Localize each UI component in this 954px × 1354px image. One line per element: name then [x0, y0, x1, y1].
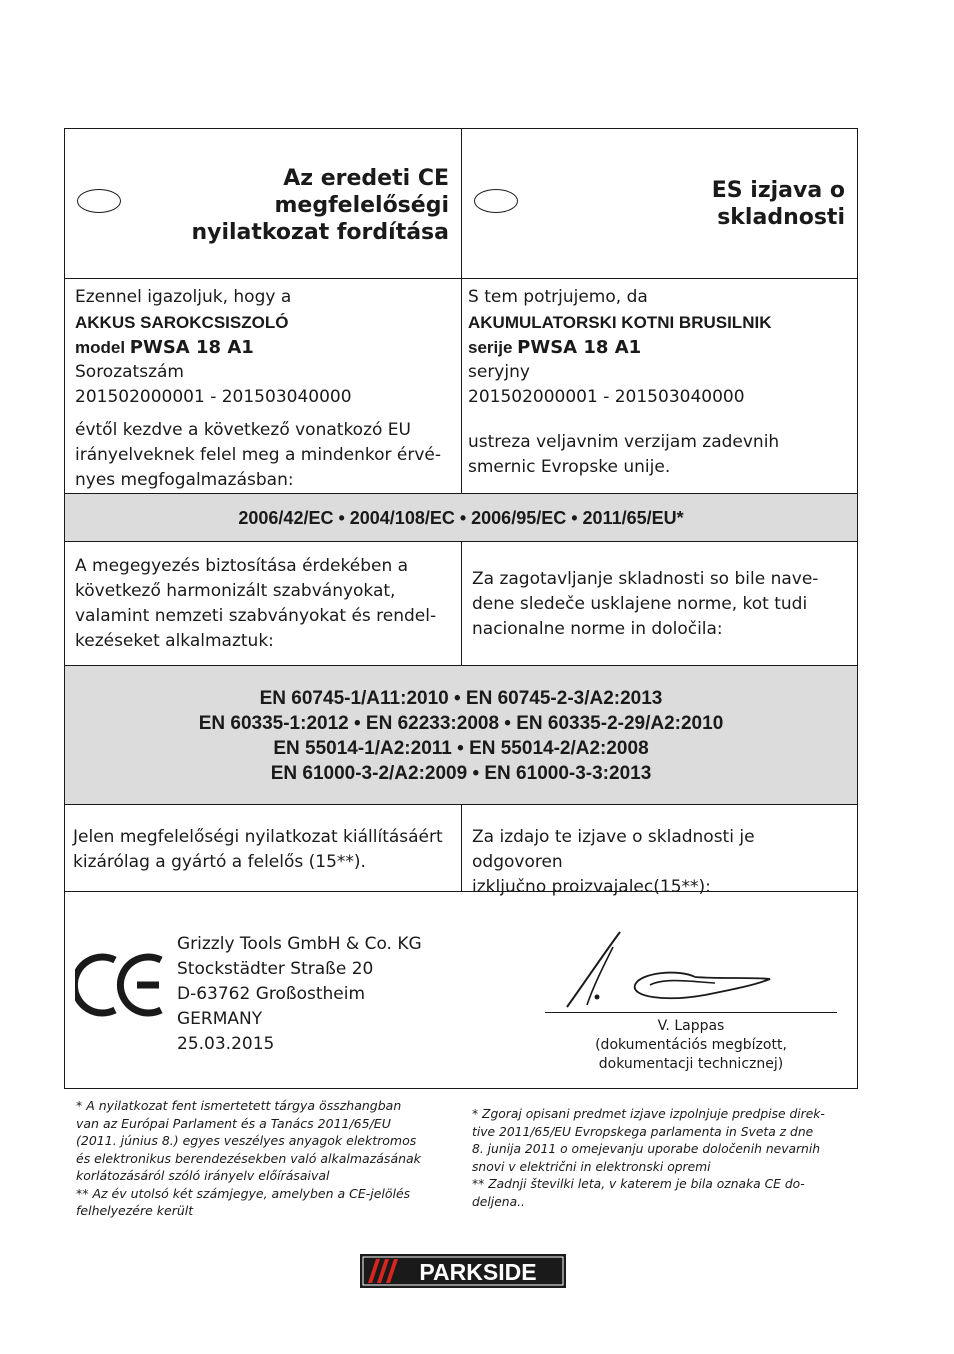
manufacturer-street: Stockstädter Straße 20	[177, 959, 374, 979]
signatory-role: (dokumentációs megbízott,	[595, 1037, 787, 1053]
statement-line: évtől kezdve a következő vonatkozó EU	[75, 420, 411, 440]
footnote-line: (2011. június 8.) egyes veszélyes anyagok elektromos	[76, 1133, 417, 1148]
signatory-name: V. Lappas	[657, 1018, 725, 1034]
responsibility-row	[65, 805, 857, 897]
responsibility-line: izključno proizvajalec(15**):	[472, 877, 711, 897]
statement-line: ustreza veljavnim verzijam zadevnih	[468, 432, 780, 452]
harmonized-line: következő harmonizált szabványokat,	[75, 581, 396, 601]
model-number: PWSA 18 A1	[129, 337, 254, 358]
statement-line: smernic Evropske unije.	[468, 457, 671, 477]
title-hu	[191, 165, 449, 246]
signature-line	[545, 1012, 837, 1013]
manufacturer-address	[177, 932, 422, 1057]
signature-image	[545, 927, 835, 1012]
responsibility-line: kizárólag a gyártó a felelős (15**).	[73, 852, 366, 872]
title-row	[65, 129, 857, 279]
footnote-line: * Zgoraj opisani predmet izjave izpolnjuje predpise direk-	[472, 1107, 825, 1121]
responsibility-line: Za izdajo te izjave o skladnosti je odgovoren	[472, 827, 755, 872]
harmonized-cell-hu	[65, 542, 462, 665]
product-name: AKUMULATORSKI KOTNI BRUSILNIK	[468, 313, 772, 332]
title-sl-line: skladnosti	[717, 205, 845, 230]
responsibility-line: Jelen megfelelőségi nyilatkozat kiállításáért	[73, 827, 443, 847]
title-cell-hu	[65, 129, 462, 278]
footnote-line: snovi v električni in elektronski opremi	[472, 1159, 711, 1174]
directives-list: 2006/42/EC • 2004/108/EC • 2006/95/EC • 2011/65/EU*	[238, 508, 684, 528]
footnote-line: és elektronikus berendezésekben való alkalmazásának	[76, 1150, 421, 1166]
statement-line: nyes megfogalmazásban:	[75, 470, 294, 490]
harmonized-row	[65, 542, 857, 666]
intro-cell-sl	[462, 279, 857, 493]
declaration-table	[64, 128, 858, 1089]
footnote-line: felhelyezére került	[76, 1203, 194, 1218]
standards-list	[65, 686, 857, 786]
model-line	[468, 335, 849, 360]
intro-text-hu	[75, 285, 453, 493]
model-label: model	[75, 338, 126, 357]
brand-name: PARKSIDE	[419, 1259, 537, 1285]
responsibility-text-hu	[73, 825, 453, 875]
manufacturer-row	[65, 892, 857, 1090]
footnote-line: * A nyilatkozat fent ismertetett tárgya összhangban	[76, 1098, 402, 1113]
footnote-line: tive 2011/65/EU Evropskega parlamenta in Sveta z dne	[472, 1124, 814, 1139]
manufacturer-city: D-63762 Großostheim	[177, 984, 366, 1004]
declaration-date: 25.03.2015	[177, 1034, 275, 1054]
harmonized-text-hu	[75, 554, 453, 654]
language-code-oval-sl	[474, 189, 518, 213]
harmonized-line: kezéseket alkalmaztuk:	[75, 631, 274, 651]
responsibility-text-sl	[472, 825, 849, 900]
standard-line: EN 60335-1:2012 • EN 62233:2008 • EN 60335-2-29/A2:2010	[198, 713, 724, 734]
title-cell-sl	[462, 129, 857, 278]
footnote-line: ** Az év utolsó két számjegye, amelyben a CE-jelölés	[76, 1185, 411, 1201]
intro-text-sl	[468, 285, 849, 480]
harmonized-line: dene sledeče usklajene norme, kot tudi	[472, 594, 808, 614]
title-sl-line: ES izjava o	[711, 178, 845, 203]
harmonized-text-sl	[472, 567, 849, 642]
footnote-line: deljena..	[472, 1194, 525, 1209]
standards-row	[65, 666, 857, 805]
signatory-role: dokumentacji technicznej)	[598, 1056, 784, 1072]
standard-line: EN 60745-1/A11:2010 • EN 60745-2-3/A2:2013	[259, 688, 663, 709]
serial-range: 201502000001 - 201503040000	[468, 387, 745, 407]
serial-label: seryjny	[468, 362, 530, 382]
signatory-block	[545, 1017, 837, 1074]
parkside-logo	[360, 1254, 566, 1288]
title-hu-line: nyilatkozat fordítása	[191, 220, 449, 245]
serial-range: 201502000001 - 201503040000	[75, 387, 352, 407]
model-number: PWSA 18 A1	[517, 337, 642, 358]
harmonized-line: A megegyezés biztosítása érdekében a	[75, 556, 409, 576]
footnote-line: 8. junija 2011 o omejevanju uporabe določenih nevarnih	[472, 1142, 821, 1156]
harmonized-line: nacionalne norme in določila:	[472, 619, 723, 639]
footnote-line: korlátozásáról szóló irányelv előírásaival	[76, 1168, 330, 1183]
title-sl	[712, 177, 845, 231]
standard-line: EN 61000-3-2/A2:2009 • EN 61000-3-3:2013	[270, 763, 652, 784]
footnote-sl	[472, 1106, 825, 1211]
title-hu-line: Az eredeti CE	[283, 166, 449, 191]
footnote-hu	[76, 1097, 421, 1220]
responsibility-cell-sl	[462, 805, 857, 897]
serial-label: Sorozatszám	[75, 362, 184, 382]
directives-row	[65, 494, 857, 542]
intro-line: Ezennel igazoljuk, hogy a	[75, 287, 292, 307]
harmonized-line: valamint nemzeti szabványokat és rendel-	[75, 606, 437, 626]
title-hu-line: megfelelőségi	[274, 193, 449, 218]
footnote-line: van az Európai Parlament és a Tanács 2011/65/EU	[76, 1115, 391, 1131]
language-code-oval-hu	[77, 189, 121, 213]
harmonized-cell-sl	[462, 542, 857, 665]
model-line	[75, 335, 453, 360]
manufacturer-country: GERMANY	[177, 1009, 263, 1029]
intro-cell-hu	[65, 279, 462, 493]
harmonized-line: Za zagotavljanje skladnosti so bile nave-	[472, 569, 819, 589]
intro-row	[65, 279, 857, 494]
standard-line: EN 55014-1/A2:2011 • EN 55014-2/A2:2008	[273, 738, 649, 759]
responsibility-cell-hu	[65, 805, 462, 891]
manufacturer-name: Grizzly Tools GmbH & Co. KG	[177, 934, 422, 954]
model-label: serije	[468, 338, 513, 357]
footnote-line: ** Zadnji številki leta, v katerem je bila oznaka CE do-	[472, 1177, 805, 1191]
statement-line: irányelveknek felel meg a mindenkor érvé-	[75, 445, 441, 465]
intro-line: S tem potrjujemo, da	[468, 287, 648, 307]
product-name: AKKUS SAROKCSISZOLÓ	[75, 313, 289, 332]
ce-mark-icon	[75, 952, 167, 1018]
